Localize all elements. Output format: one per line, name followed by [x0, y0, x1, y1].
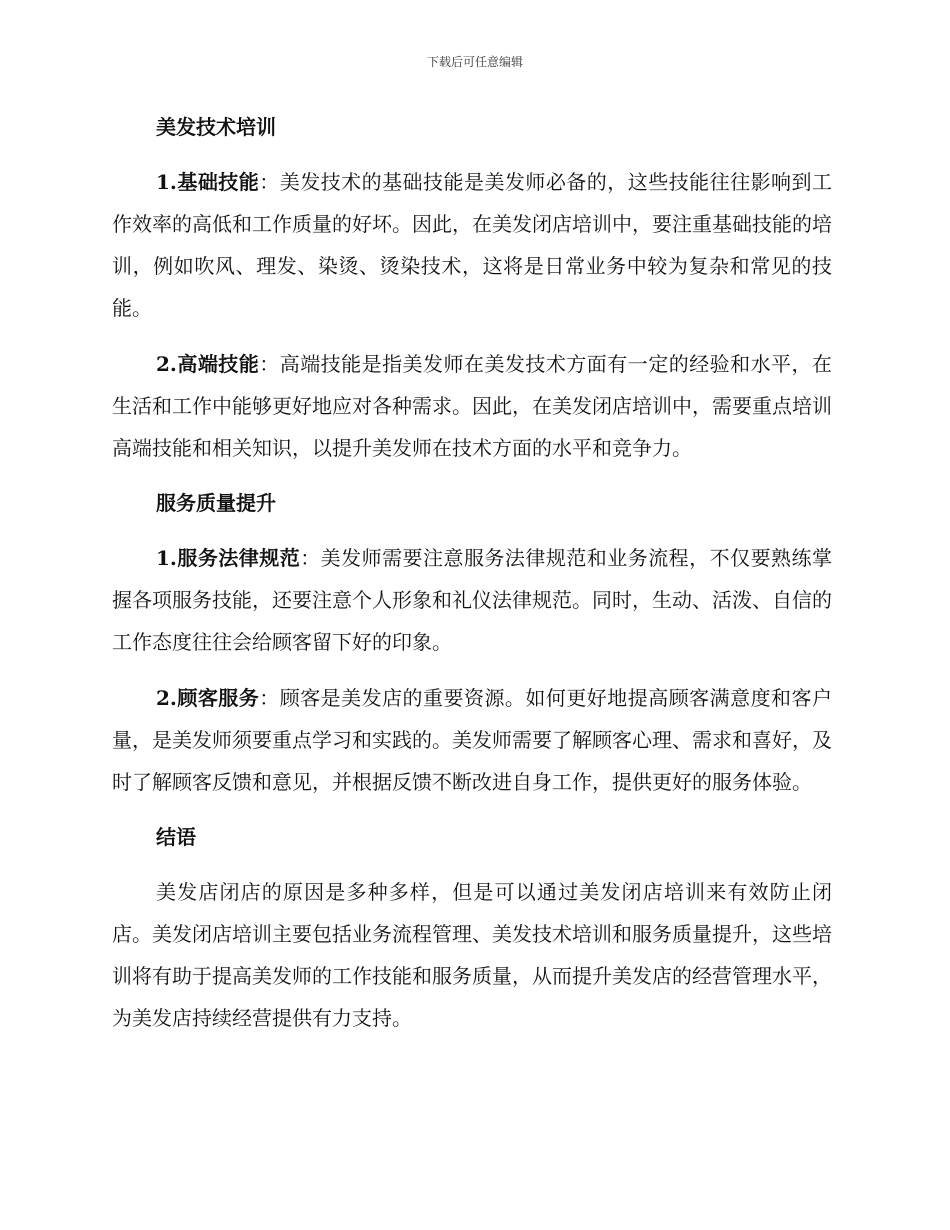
paragraph-term: 2.高端技能 [156, 352, 260, 376]
paragraph-text: ：顾客是美发店的重要资源。如何更好地提高顾客满意度和客户量，是美发师须要重点学习和实践的。美发师需要了解顾客心理、需求和喜好，及时了解顾客反馈和意见，并根据反馈不断改进自身工作，提供更好的服务体验。 [112, 686, 832, 794]
document-body [112, 107, 832, 1053]
section-heading: 美发技术培训 [156, 115, 276, 139]
page-header: 下载后可任意编辑 [426, 55, 523, 69]
paragraph [112, 871, 832, 1039]
paragraph [112, 537, 832, 663]
paragraph [112, 161, 832, 329]
paragraph-text: 美发店闭店的原因是多种多样，但是可以通过美发闭店培训来有效防止闭店。美发闭店培训主要包括业务流程管理、美发技术培训和服务质量提升，这些培训将有助于提高美发师的工作技能和服务质量，从而提升美发店的经营管理水平，为美发店持续经营提供有力支持。 [112, 880, 832, 1030]
paragraph-term: 1.服务法律规范 [156, 546, 301, 570]
paragraph [112, 343, 832, 469]
paragraph-text: ：高端技能是指美发师在美发技术方面有一定的经验和水平，在生活和工作中能够更好地应对各种需求。因此，在美发闭店培训中，需要重点培训高端技能和相关知识，以提升美发师在技术方面的水平和竞争力。 [112, 352, 832, 460]
paragraph-text: ：美发师需要注意服务法律规范和业务流程，不仅要熟练掌握各项服务技能，还要注意个人形象和礼仪法律规范。同时，生动、活泼、自信的工作态度往往会给顾客留下好的印象。 [112, 546, 832, 654]
section-heading: 服务质量提升 [156, 491, 276, 515]
paragraph [112, 677, 832, 803]
paragraph-term: 2.顾客服务 [156, 686, 260, 710]
section-heading: 结语 [156, 825, 196, 849]
paragraph-text: ：美发技术的基础技能是美发师必备的，这些技能往往影响到工作效率的高低和工作质量的好坏。因此，在美发闭店培训中，要注重基础技能的培训，例如吹风、理发、染烫、烫染技术，这将是日常业务中较为复杂和常见的技能。 [112, 170, 832, 320]
paragraph-term: 1.基础技能 [156, 170, 260, 194]
